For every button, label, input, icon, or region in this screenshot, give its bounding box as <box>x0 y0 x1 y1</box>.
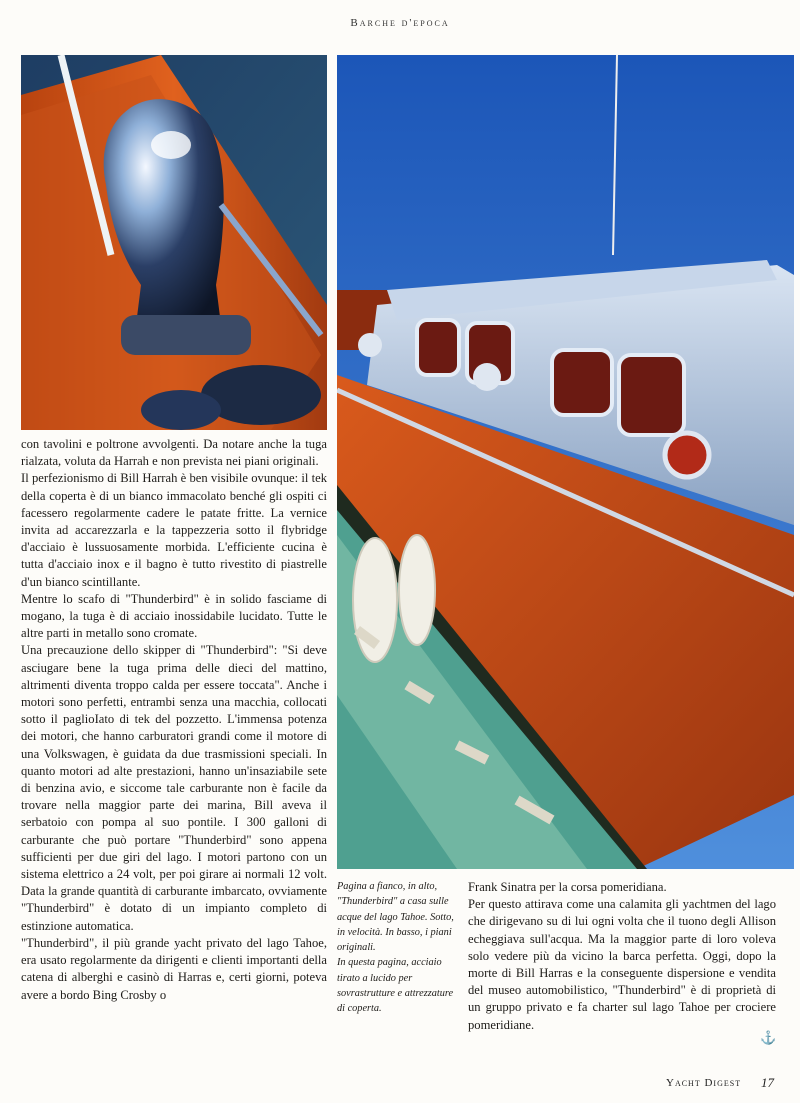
photo-chrome-fitting <box>21 55 327 430</box>
paragraph: Mentre lo scafo di "Thunderbird" è in solido fasciame di mogano, la tuga è di acciaio inossidabile lucidato. Tutte le altre parti in metallo sono cromate. <box>21 591 327 641</box>
magazine-name: Yacht Digest <box>666 1077 742 1089</box>
paragraph: "Thunderbird", il più grande yacht privato del lago Tahoe, era usato regolarmente da dirigenti e clienti importanti della catena di alberghi e casinò di Harras e, certi giorni, poteva avere a bordo Bing Crosby o <box>21 935 327 1002</box>
anchor-icon: ⚓ <box>760 1030 777 1045</box>
caption-line: In questa pagina, acciaio tirato a lucido per sovrastrutture e attrezzature di coperta. <box>337 957 454 1015</box>
paragraph: con tavolini e poltrone avvolgenti. Da notare anche la tuga rialzata, voluta da Harrah e non prevista nei piani originali. <box>21 437 327 469</box>
running-header: Barche d'epoca <box>350 17 450 29</box>
paragraph: Il perfezionismo di Bill Harrah è ben visibile ovunque: il tek della coperta è di un bianco immacolato benché gli ospiti ci facessero regolarmente cadere le patate fritte. La vernice invita ad accarezzarla e la tappezzeria sotto il flybridge d'acciaio è lussuosamente morbida. L'efficiente cucina è tutta d'acciaio inox e il bagno è tutto rivestito di piastrelle d'un bianco scintillante. <box>21 471 327 589</box>
paragraph: Frank Sinatra per la corsa pomeridiana. <box>468 880 667 894</box>
body-text-right-column <box>468 879 776 1034</box>
page-number: 17 <box>761 1075 774 1090</box>
photo-thunderbird-cabin <box>337 55 794 869</box>
photo-caption <box>337 879 457 1017</box>
caption-line: Pagina a fianco, in alto, "Thunderbird" a casa sulle acque del lago Tahoe. Sotto, in velocità. In basso, i piani originali. <box>337 881 454 954</box>
paragraph: Una precauzione dello skipper di "Thunderbird": "Si deve asciugare bene la tuga prima delle dieci del mattino, altrimenti diventa troppo calda per essere toccata". Anche i motori sono perfetti, entrambi senza una macchia, collocati sotto il paglioIato di tek del pozzetto. L'immensa potenza dei motori, che hanno carburatori grandi come il motore di una Volkswagen, è guidata da due trasmissioni speciali. In quanto motori ad alte prestazioni, hanno un'insaziabile sete di benzina avio, e siccome tale carburante non è facile da trovare nella maggior parte dei marina, Bill aveva il serbatoio con pompa al suo pontile. I 300 galloni di carburante che può portare "Thunderbird" sono appena sufficienti per due giri del lago. I motori partono con un sistema elettrico a 24 volt, per poi girare ai normali 12 volt. Data la grande quantità di carburante imbarcato, ovviamente "Thunderbird" è dotato di un impianto completo di estinzione automatica. <box>21 643 327 933</box>
paragraph: Per questo attirava come una calamita gli yachtmen del lago che dirigevano su di lui ogni volta che il tuono degli Allison echeggiava sull'acqua. Ma la maggior parte di loro voleva solo vedere più da vicino la barca perfetta. Oggi, dopo la morte di Bill Harras e la conseguente dispersione e vendita del museo automobilistico, "Thunderbird" è di proprietà di un gruppo privato e fa charter sul lago Tahoe per crociere pomeridiane. <box>468 897 776 1032</box>
body-text-left-column <box>21 436 327 1004</box>
